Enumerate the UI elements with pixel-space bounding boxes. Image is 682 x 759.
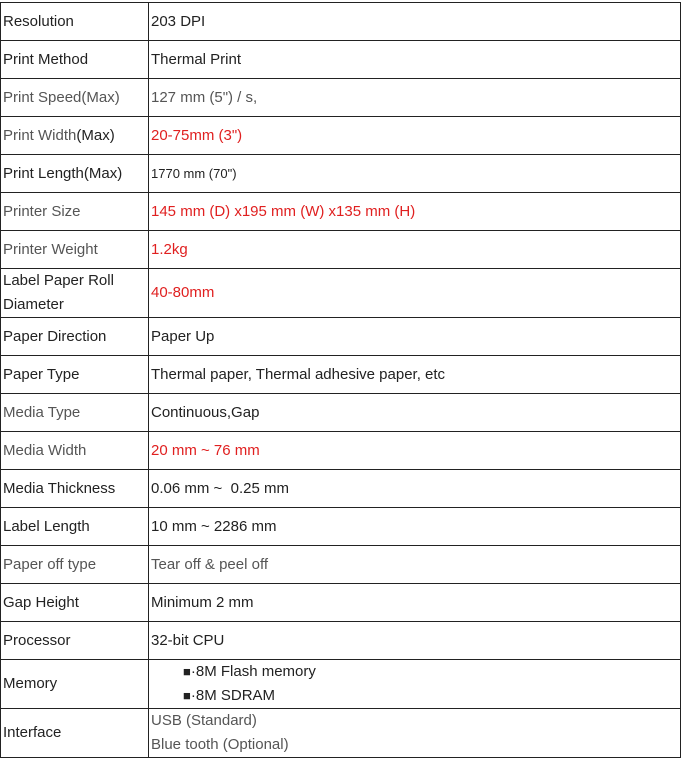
table-row	[1, 432, 681, 470]
spec-label-part: Print Width	[3, 126, 77, 144]
memory-line-text: ·8M SDRAM	[190, 687, 276, 704]
spec-label-part: (Max)	[76, 126, 115, 144]
table-row	[1, 193, 681, 231]
spec-label: Media Width	[1, 432, 149, 470]
spec-label: Interface	[1, 709, 149, 758]
table-row	[1, 117, 681, 155]
spec-label: Label Length	[1, 508, 149, 546]
spec-label: Media Type	[1, 394, 149, 432]
table-row	[1, 660, 681, 709]
spec-label: Label Paper Roll Diameter	[1, 269, 149, 318]
memory-line-text: ·8M Flash memory	[190, 663, 316, 680]
spec-value: 127 mm (5") / s,	[149, 79, 681, 117]
spec-label: Print Speed(Max)	[1, 79, 149, 117]
interface-line: USB (Standard)	[151, 712, 257, 729]
spec-value: 0.06 mm ~ 0.25 mm	[149, 470, 681, 508]
table-row	[1, 155, 681, 193]
spec-value: 1770 mm (70")	[149, 155, 681, 193]
spec-label: Print Method	[1, 41, 149, 79]
spec-label: Printer Weight	[1, 231, 149, 269]
spec-value: Paper Up	[149, 318, 681, 356]
spec-value: Minimum 2 mm	[149, 584, 681, 622]
spec-label: Media Thickness	[1, 470, 149, 508]
spec-label: Print Length(Max)	[1, 155, 149, 193]
memory-line	[151, 660, 678, 684]
spec-value: Thermal paper, Thermal adhesive paper, etc	[149, 356, 681, 394]
interface-line: Blue tooth (Optional)	[151, 736, 289, 753]
spec-label: Paper off type	[1, 546, 149, 584]
table-row	[1, 79, 681, 117]
spec-value	[149, 660, 681, 709]
spec-value: Tear off & peel off	[149, 546, 681, 584]
memory-line	[151, 684, 678, 708]
table-row	[1, 584, 681, 622]
spec-value: 203 DPI	[149, 3, 681, 41]
spec-label: Printer Size	[1, 193, 149, 231]
table-row	[1, 356, 681, 394]
spec-label: Processor	[1, 622, 149, 660]
table-row	[1, 470, 681, 508]
table-row	[1, 231, 681, 269]
square-bullet-icon: ■	[183, 664, 191, 679]
spec-label: Gap Height	[1, 584, 149, 622]
table-row	[1, 318, 681, 356]
table-row	[1, 508, 681, 546]
table-row	[1, 269, 681, 318]
spec-label: Memory	[1, 660, 149, 709]
spec-value: 145 mm (D) x195 mm (W) x135 mm (H)	[149, 193, 681, 231]
table-row	[1, 709, 681, 758]
spec-value: 20-75mm (3")	[149, 117, 681, 155]
spec-table	[0, 2, 681, 758]
square-bullet-icon: ■	[183, 688, 191, 703]
spec-label: Paper Direction	[1, 318, 149, 356]
spec-label: Paper Type	[1, 356, 149, 394]
spec-value: Thermal Print	[149, 41, 681, 79]
spec-value: 40-80mm	[149, 269, 681, 318]
spec-value: Continuous,Gap	[149, 394, 681, 432]
table-row	[1, 394, 681, 432]
spec-value: 20 mm ~ 76 mm	[149, 432, 681, 470]
spec-value: 1.2kg	[149, 231, 681, 269]
table-row	[1, 3, 681, 41]
spec-value: 10 mm ~ 2286 mm	[149, 508, 681, 546]
table-row	[1, 41, 681, 79]
table-row	[1, 546, 681, 584]
spec-value	[149, 709, 681, 758]
spec-label: Resolution	[1, 3, 149, 41]
spec-value: 32-bit CPU	[149, 622, 681, 660]
table-row	[1, 622, 681, 660]
spec-label	[1, 117, 149, 155]
